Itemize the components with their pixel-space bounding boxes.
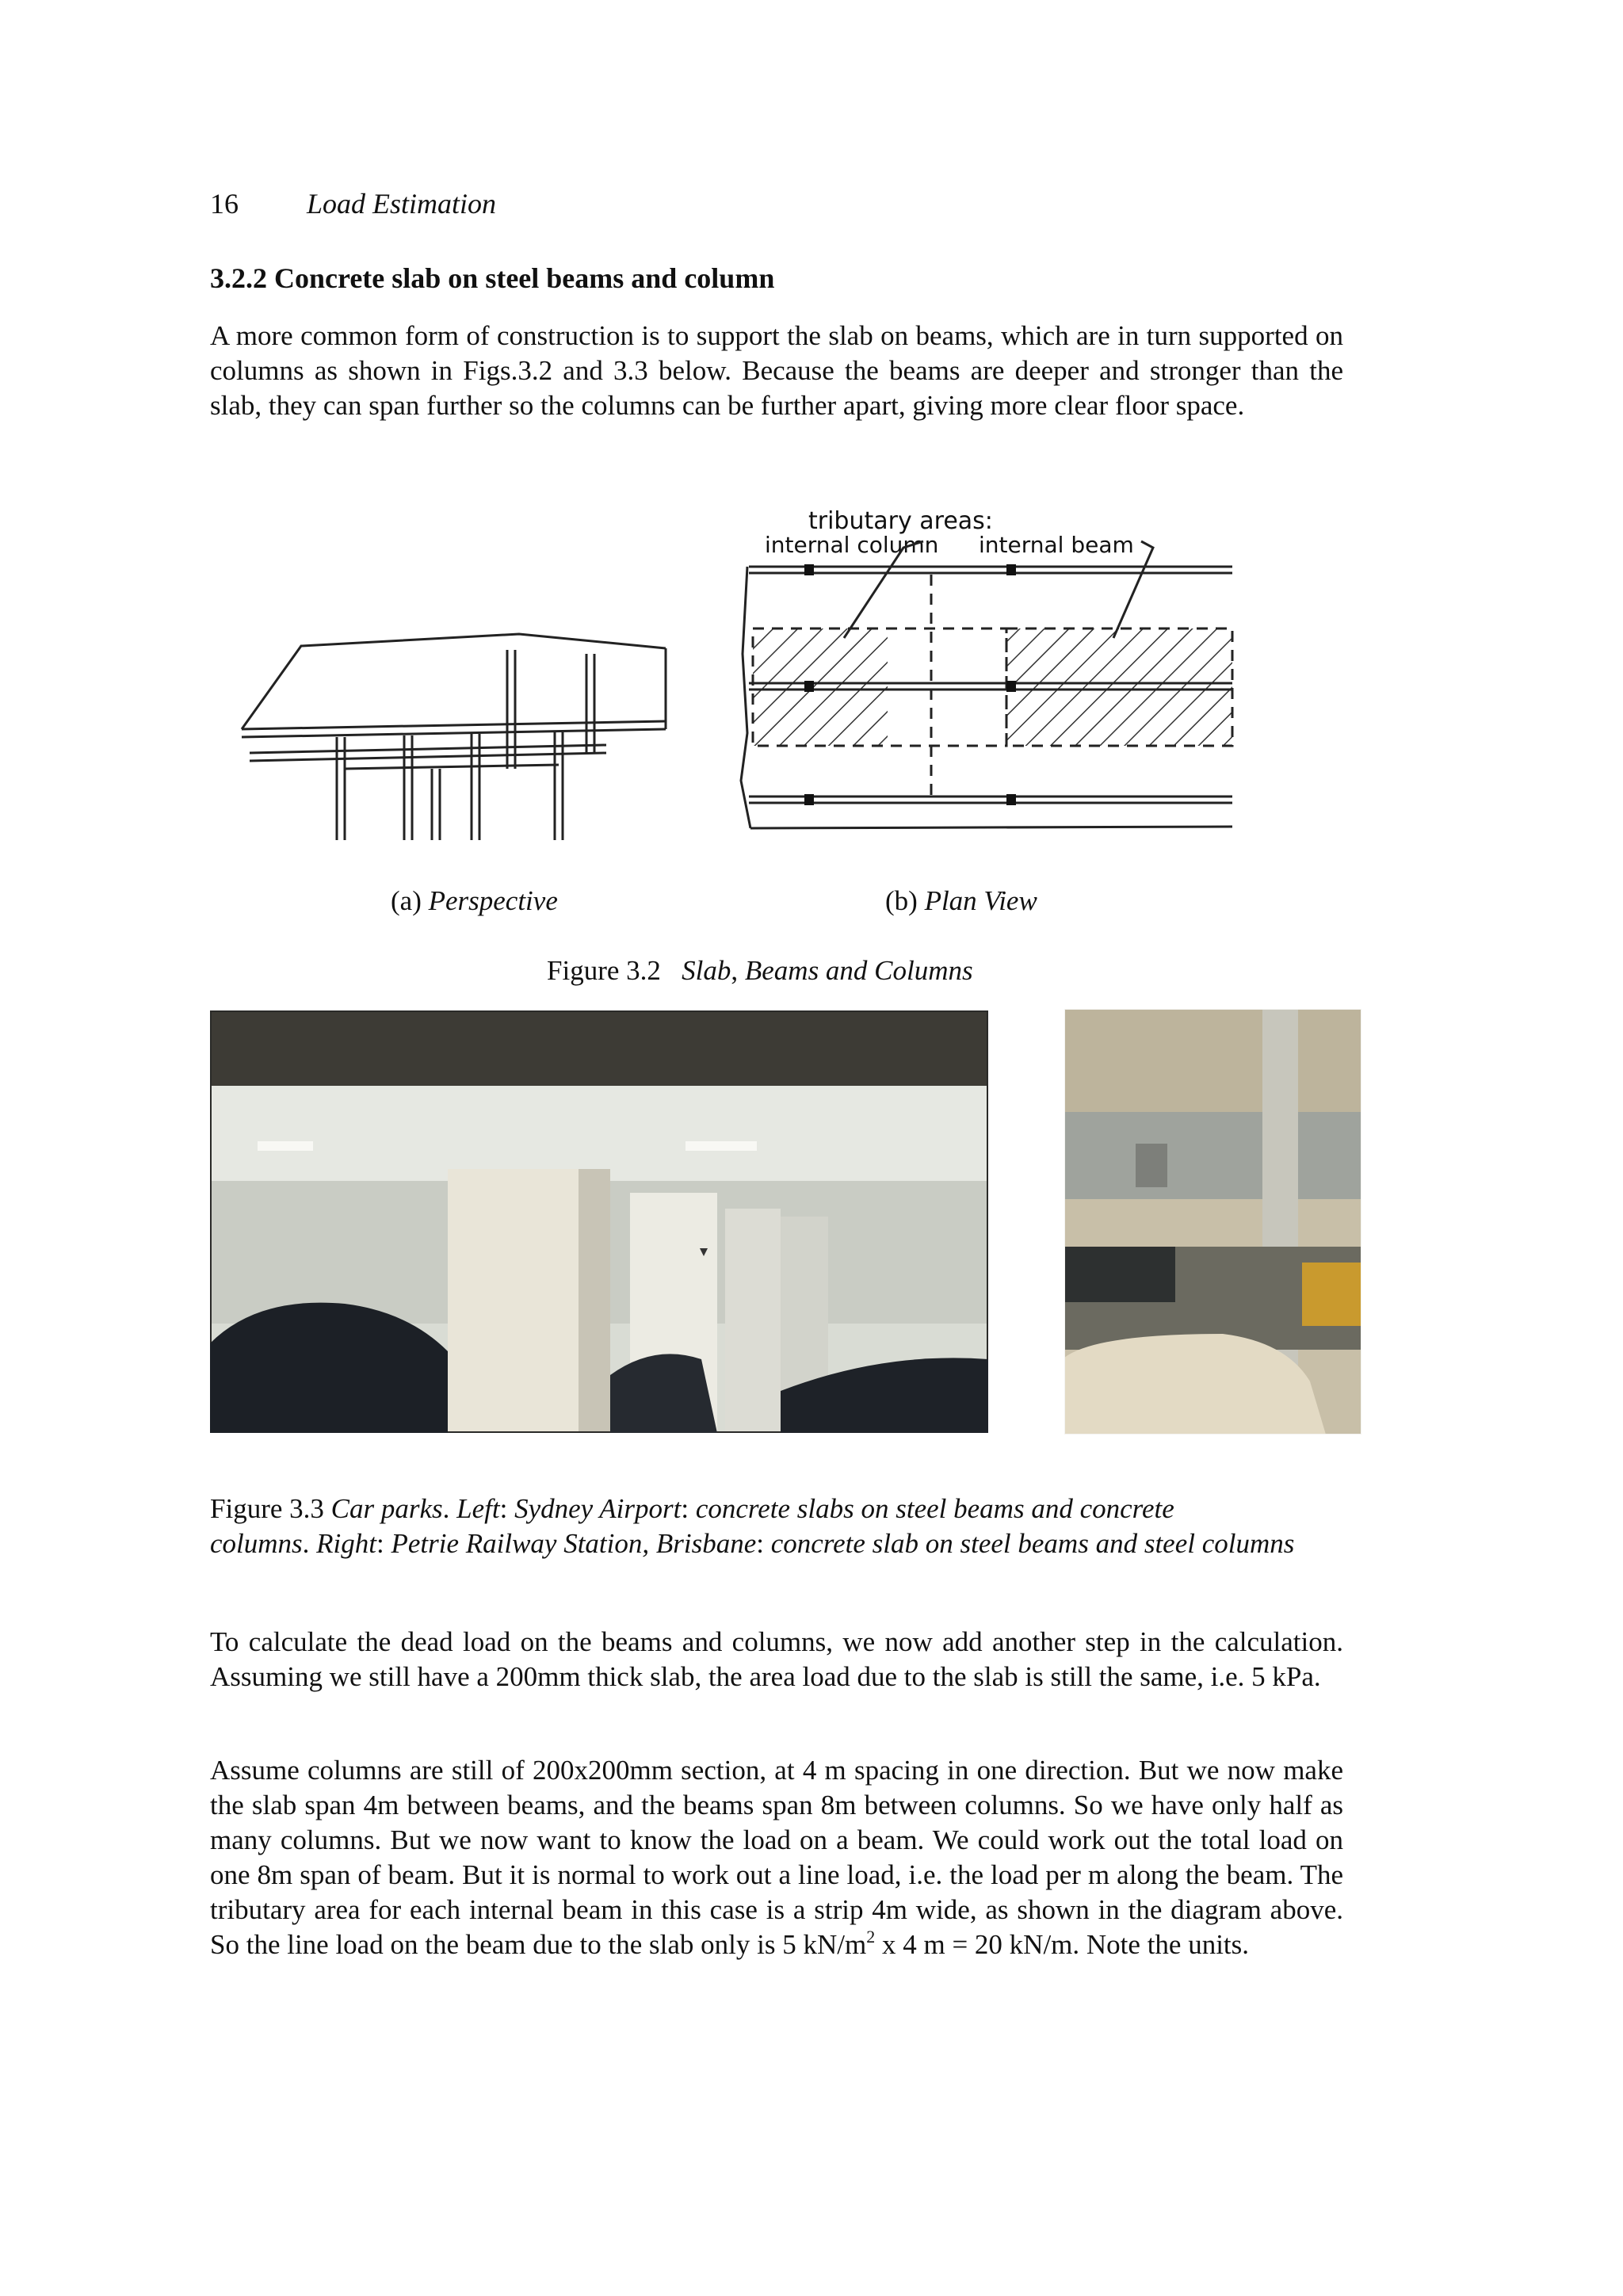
tributary-area-column [753,628,888,746]
paragraph-line-load: Assume columns are still of 200x200mm section, at 4 m spacing in one direction. But we now make the slab span 4m between beams, and the beams span 8m between columns. So we have only half as many columns. But we now want to know the load on a beam. We could work out the total load on one 8m span of beam. But it is normal to work out a line load, i.e. the load per m along the beam. The tributary area for each internal beam in this case is a strip 4m wide, as shown in the diagram above. So the line load on the beam due to the slab only is 5 $kN/m^2$ x 4 m = 20 kN/m. Note the units. [210,1755,1343,1960]
page-number: 16 [210,188,239,220]
plan-label-title: tributary areas: [808,507,993,535]
plan-label-internal-beam: internal beam [979,532,1134,558]
running-title: Load Estimation [307,188,497,220]
photo-petrie-railway-station [1064,1009,1361,1435]
plan-label-internal-column: internal column [765,532,939,558]
section-heading: 3.2.2 Concrete slab on steel beams and column [210,262,775,294]
subcaption-a: (a) Perspective [391,885,558,916]
perspective-drawing [234,626,678,856]
paragraph-dead-load: To calculate the dead load on the beams and columns, we now add another step in the calculation. Assuming we still have a 200mm thick slab, the area load due to the slab is still the same, i.e. 5 kPa. [210,1626,1343,1692]
figure-3-2-caption: Figure 3.2 Slab, Beams and Columns [547,955,973,986]
plan-view-drawing [733,495,1240,852]
figure-3-3-caption: Figure 3.3 Car parks. Left: Sydney Airport: concrete slabs on steel beams and concrete columns. Right: Petrie Railway Station, Brisbane: concrete slab on steel beams and steel columns [210,1493,1295,1559]
paragraph-intro: A more common form of construction is to support the slab on beams, which are in turn supported on columns as shown in Figs.3.2 and 3.3 below. Because the beams are deeper and stronger than the slab, they can span further so the columns can be further apart, giving more clear floor space. [210,320,1343,421]
tributary-area-beam [1006,628,1232,746]
photo-sydney-airport-carpark [210,1010,988,1433]
subcaption-b: (b) Plan View [885,885,1037,916]
page-header [210,187,496,220]
